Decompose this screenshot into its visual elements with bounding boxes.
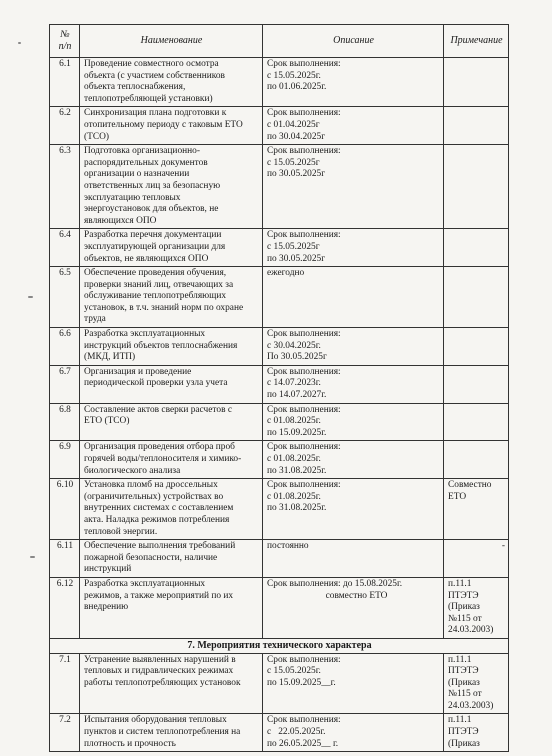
table-header-row bbox=[50, 25, 509, 58]
header-name: Наименование bbox=[80, 25, 263, 58]
row-name-line: эксплуатацию тепловых bbox=[84, 192, 181, 203]
row-name-line: проверки знаний лиц, отвечающих за bbox=[84, 279, 234, 290]
row-description-line: с 01.04.2025г bbox=[267, 119, 320, 130]
row-name-line: тепловой энергии. bbox=[84, 526, 158, 537]
row-name-line: организации о назначении bbox=[84, 169, 190, 180]
row-number: 6.1 bbox=[50, 58, 80, 107]
row-name-line: энергоустановок для объектов, не bbox=[84, 204, 219, 215]
row-note-line: 24.03.2003) bbox=[448, 625, 494, 636]
row-description bbox=[263, 653, 444, 714]
row-name-line: инструкций объектов теплоснабжения bbox=[84, 340, 238, 351]
row-note bbox=[444, 107, 509, 145]
row-note-line: п.11.1 bbox=[448, 715, 472, 726]
row-note-line: 24.03.2003) bbox=[448, 700, 494, 711]
row-description-line: Срок выполнения: до 15.08.2025г. bbox=[267, 578, 403, 589]
row-description-line: с 01.08.2025г. bbox=[267, 416, 321, 427]
row-name-line: внутренних системах с составлением bbox=[84, 503, 234, 514]
scan-mark bbox=[28, 296, 33, 298]
row-description-line: постоянно bbox=[267, 541, 309, 552]
row-name-line: пунктов и систем теплопотребления на bbox=[84, 727, 241, 738]
row-name-line: Разработка эксплуатационных bbox=[84, 329, 206, 340]
row-name-line: объекта теплоснабжения, bbox=[84, 82, 186, 93]
row-name-line: объекта (с участием собственников bbox=[84, 70, 225, 81]
row-note bbox=[444, 267, 509, 328]
row-description bbox=[263, 365, 444, 403]
row-name-line: акта. Наладка режимов потребления bbox=[84, 514, 230, 525]
table-row bbox=[50, 653, 509, 714]
table-row bbox=[50, 365, 509, 403]
row-description bbox=[263, 328, 444, 366]
scan-mark bbox=[30, 556, 35, 558]
row-description bbox=[263, 441, 444, 479]
row-description-line: по 14.07.2027г. bbox=[267, 390, 327, 401]
row-note bbox=[444, 365, 509, 403]
row-name-line: Разработка перечня документации bbox=[84, 230, 222, 241]
row-note-line: ПТЭТЭ bbox=[448, 666, 479, 677]
row-name bbox=[80, 145, 263, 229]
row-description-line: Срок выполнения: bbox=[267, 59, 341, 69]
row-number: 7.1 bbox=[50, 653, 80, 714]
row-note-line: (Приказ bbox=[448, 677, 480, 688]
row-description bbox=[263, 479, 444, 540]
table-row bbox=[50, 441, 509, 479]
row-name-line: работы теплопотребляющих установок bbox=[84, 677, 241, 688]
row-description-line: с 01.08.2025г. bbox=[267, 491, 321, 502]
row-note bbox=[444, 714, 509, 752]
row-description-line: Срок выполнения: bbox=[267, 329, 341, 340]
row-name-line: Составление актов сверки расчетов с bbox=[84, 404, 232, 415]
row-name-line: объектов, не являющихся ОПО bbox=[84, 253, 209, 264]
row-name-line: теплопотребляющей установки) bbox=[84, 93, 213, 104]
table-row bbox=[50, 540, 509, 578]
row-name-line: (ТСО) bbox=[84, 131, 109, 142]
row-name bbox=[80, 479, 263, 540]
row-name bbox=[80, 107, 263, 145]
row-name-line: ЕТО (ТСО) bbox=[84, 416, 130, 427]
row-name-line: (ограничительных) устройствах во bbox=[84, 491, 224, 502]
row-description-line: с 14.07.2023г. bbox=[267, 378, 321, 389]
row-description-line: Срок выполнения: bbox=[267, 230, 341, 241]
row-name bbox=[80, 577, 263, 638]
row-description bbox=[263, 267, 444, 328]
table-row bbox=[50, 267, 509, 328]
row-description-line: по 26.05.2025__ г. bbox=[267, 738, 339, 749]
rows-section-7 bbox=[50, 653, 509, 752]
row-number: 6.5 bbox=[50, 267, 80, 328]
row-note-line: Совместно bbox=[448, 480, 492, 491]
row-note-line: ПТЭТЭ bbox=[448, 727, 479, 738]
row-name-line: плотность и прочность bbox=[84, 738, 176, 749]
row-description-line: с 22.05.2025г. bbox=[267, 727, 326, 738]
row-description bbox=[263, 714, 444, 752]
row-description bbox=[263, 107, 444, 145]
row-number: 6.10 bbox=[50, 479, 80, 540]
row-name-line: эксплуатирующей организации для bbox=[84, 241, 226, 252]
row-name-line: горячей воды/теплоносителя и химико- bbox=[84, 454, 242, 464]
row-description-line: с 15.05.2025г bbox=[267, 157, 320, 168]
table-row bbox=[50, 145, 509, 229]
section-7-heading-body bbox=[50, 638, 509, 653]
row-note bbox=[444, 58, 509, 107]
row-name-line: обслуживание теплопотребляющих bbox=[84, 291, 227, 302]
row-name-line: Синхронизация плана подготовки к bbox=[84, 108, 227, 119]
row-name-line: режимов, а также мероприятий по их bbox=[84, 590, 234, 601]
row-name-line: Устранение выявленных нарушений в bbox=[84, 654, 236, 665]
row-description-line: с 15.05.2025г bbox=[267, 241, 320, 252]
row-description-line: с 01.08.2025г. bbox=[267, 454, 321, 464]
row-name-line: Обеспечение проведения обучения, bbox=[84, 268, 227, 279]
measures-table bbox=[49, 24, 509, 752]
row-note-line: - bbox=[501, 541, 505, 552]
row-description bbox=[263, 540, 444, 578]
scan-mark bbox=[18, 42, 21, 44]
row-name-line: внедрению bbox=[84, 602, 129, 613]
row-description-line: по 30.04.2025г bbox=[267, 131, 326, 142]
row-name-line: Испытания оборудования тепловых bbox=[84, 715, 227, 726]
row-description bbox=[263, 229, 444, 267]
row-number: 6.4 bbox=[50, 229, 80, 267]
table-row bbox=[50, 479, 509, 540]
row-name bbox=[80, 653, 263, 714]
row-description-line: по 30.05.2025г bbox=[267, 169, 326, 180]
row-description-line: Срок выполнения: bbox=[267, 108, 341, 119]
header-description: Описание bbox=[263, 25, 444, 58]
row-name-line: (МКД, ИТП) bbox=[84, 352, 136, 363]
row-number: 6.6 bbox=[50, 328, 80, 366]
table-row bbox=[50, 229, 509, 267]
row-description bbox=[263, 403, 444, 441]
row-note bbox=[444, 403, 509, 441]
row-name-line: труда bbox=[84, 314, 106, 325]
table-row bbox=[50, 58, 509, 107]
row-name-line: установок, в т.ч. знаний норм по охране bbox=[84, 302, 244, 313]
row-note bbox=[444, 653, 509, 714]
row-name bbox=[80, 403, 263, 441]
row-description-line: Срок выполнения: bbox=[267, 715, 341, 726]
row-description-line: Срок выполнения: bbox=[267, 366, 341, 377]
row-description-line: с 30.04.2025г. bbox=[267, 340, 321, 351]
table-row bbox=[50, 328, 509, 366]
row-description bbox=[263, 577, 444, 638]
table-row bbox=[50, 403, 509, 441]
row-description bbox=[263, 58, 444, 107]
row-number: 6.2 bbox=[50, 107, 80, 145]
row-name-line: Организация и проведение bbox=[84, 366, 192, 377]
row-note bbox=[444, 229, 509, 267]
row-name-line: Установка пломб на дроссельных bbox=[84, 480, 218, 491]
row-note-line: ЕТО bbox=[448, 491, 467, 502]
row-number: 7.2 bbox=[50, 714, 80, 752]
row-description-line: Срок выполнения: bbox=[267, 654, 341, 665]
section-heading-row bbox=[50, 638, 509, 653]
row-name bbox=[80, 328, 263, 366]
header-num: № п/п bbox=[50, 25, 80, 58]
row-description-line: по 15.09.2025__г. bbox=[267, 677, 336, 688]
row-description-line: с 15.05.2025г. bbox=[267, 70, 321, 81]
row-name-line: являющихся ОПО bbox=[84, 215, 157, 226]
row-description-line: по 31.08.2025г. bbox=[267, 503, 327, 514]
row-description-line: по 31.08.2025г. bbox=[267, 465, 327, 476]
row-description-line: совместно ЕТО bbox=[267, 590, 388, 601]
row-note bbox=[444, 145, 509, 229]
table-row bbox=[50, 577, 509, 638]
row-number: 6.12 bbox=[50, 577, 80, 638]
row-name-line: Подготовка организационно- bbox=[84, 146, 200, 157]
row-name bbox=[80, 441, 263, 479]
row-name-line: инструкций bbox=[84, 564, 132, 575]
rows-section-6 bbox=[50, 58, 509, 639]
row-description-line: По 30.05.2025г bbox=[267, 352, 327, 363]
row-name bbox=[80, 540, 263, 578]
row-name bbox=[80, 229, 263, 267]
row-note bbox=[444, 540, 509, 578]
row-name-line: биологического анализа bbox=[84, 465, 181, 476]
row-description-line: по 01.06.2025г. bbox=[267, 82, 327, 93]
row-description bbox=[263, 145, 444, 229]
row-name bbox=[80, 714, 263, 752]
row-description-line: Срок выполнения: bbox=[267, 442, 341, 453]
row-number: 6.11 bbox=[50, 540, 80, 578]
row-name-line: тепловых и гидравлических режимах bbox=[84, 666, 234, 677]
section-title: 7. Мероприятия технического характера bbox=[50, 638, 509, 653]
row-description-line: Срок выполнения: bbox=[267, 480, 341, 491]
row-note bbox=[444, 577, 509, 638]
row-name-line: отопительному периоду с таковым ЕТО bbox=[84, 119, 243, 130]
row-note-line: №115 от bbox=[448, 689, 482, 700]
row-name-line: периодической проверки узла учета bbox=[84, 378, 228, 389]
table-row bbox=[50, 107, 509, 145]
row-name bbox=[80, 58, 263, 107]
row-name bbox=[80, 267, 263, 328]
row-note-line: (Приказ bbox=[448, 602, 480, 613]
row-note-line: ПТЭТЭ bbox=[448, 590, 479, 601]
row-number: 6.7 bbox=[50, 365, 80, 403]
row-description-line: с 15.05.2025г. bbox=[267, 666, 321, 677]
row-name-line: Разработка эксплуатационных bbox=[84, 578, 206, 589]
row-note bbox=[444, 328, 509, 366]
row-name-line: ответственных лиц за безопасную bbox=[84, 180, 221, 191]
row-name-line: пожарной безопасности, наличие bbox=[84, 552, 218, 563]
row-description-line: Срок выполнения: bbox=[267, 146, 341, 157]
row-description-line: Срок выполнения: bbox=[267, 404, 341, 415]
row-name bbox=[80, 365, 263, 403]
row-number: 6.9 bbox=[50, 441, 80, 479]
row-description-line: ежегодно bbox=[267, 268, 305, 279]
header-note: Примечание bbox=[444, 25, 509, 58]
row-note-line: п.11.1 bbox=[448, 654, 472, 665]
row-description-line: по 30.05.2025г bbox=[267, 253, 326, 264]
row-note bbox=[444, 441, 509, 479]
row-note-line: п.11.1 bbox=[448, 578, 472, 589]
row-name-line: Проведение совместного осмотра bbox=[84, 59, 219, 69]
table-row bbox=[50, 714, 509, 752]
row-note-line: (Приказ bbox=[448, 738, 480, 749]
row-description-line: по 15.09.2025г. bbox=[267, 427, 327, 438]
row-number: 6.8 bbox=[50, 403, 80, 441]
row-number: 6.3 bbox=[50, 145, 80, 229]
row-name-line: Обеспечение выполнения требований bbox=[84, 541, 236, 552]
row-note-line: №115 от bbox=[448, 613, 482, 624]
row-name-line: Организация проведения отбора проб bbox=[84, 442, 235, 453]
row-note bbox=[444, 479, 509, 540]
row-name-line: распорядительных документов bbox=[84, 157, 208, 168]
